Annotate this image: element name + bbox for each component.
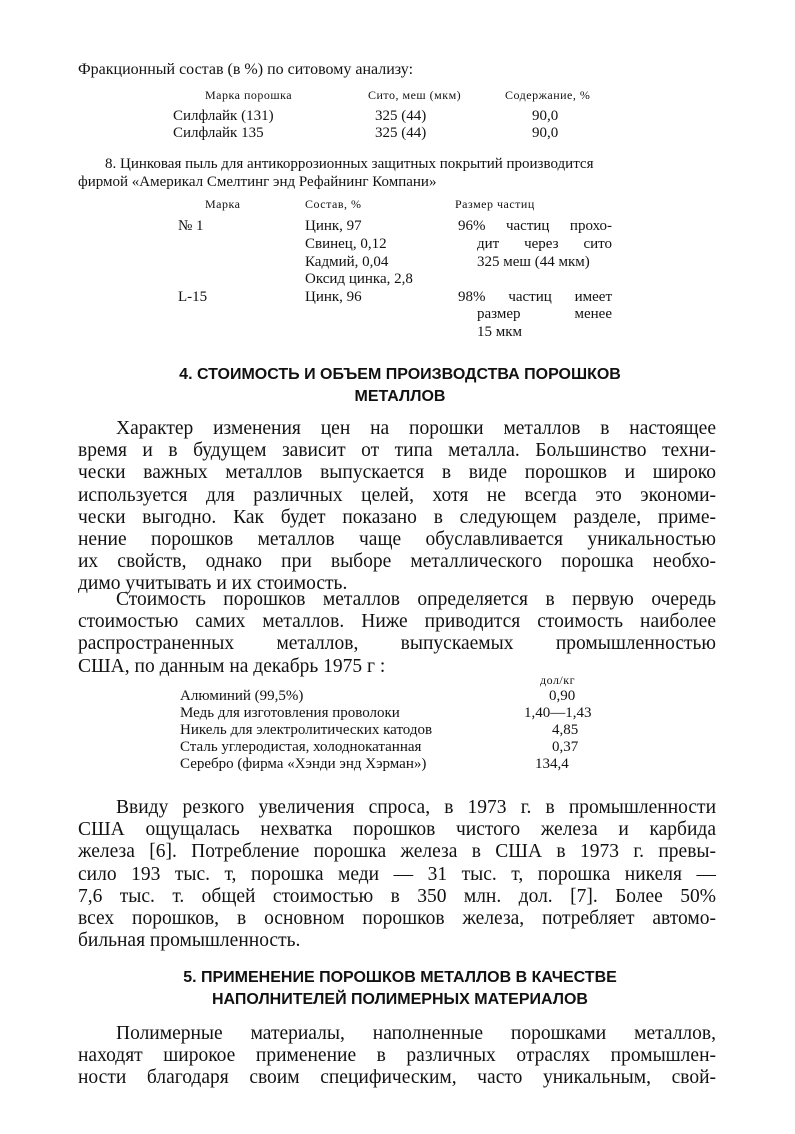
zinc-row-2-mark: L-15 (178, 289, 208, 305)
paragraph-line: сило 193 тыс. т, порошка меди — 31 тыс. т, порошка никеля — (78, 863, 716, 885)
zinc-row-2-size-1: 98% частиц имеет (458, 289, 612, 305)
zinc-row-2-size-3: 15 мкм (477, 324, 523, 340)
zinc-intro-line-1: 8. Цинковая пыль для антикоррозионных защитных покрытий производится (105, 156, 594, 172)
zinc-row-1-size-3: 325 меш (44 мкм) (477, 254, 590, 270)
paragraph-line: распространенных металлов, выпускаемых промышленностью (78, 633, 716, 655)
price-item-value: 0,90 (549, 688, 576, 704)
fraction-header-mark: Марка порошка (205, 88, 293, 102)
zinc-row-1-comp-4: Оксид цинка, 2,8 (305, 271, 413, 287)
section-4-heading-line-2: МЕТАЛЛОВ (354, 388, 446, 405)
fraction-row-2-mark: Силфлайк 135 (173, 125, 264, 141)
paragraph-line: Стоимость порошков металлов определяется в первую очередь (116, 589, 716, 610)
section-5-heading (90, 967, 710, 1011)
paragraph-line: нение порошков металлов чаще обуславливается уникальностью (78, 528, 716, 550)
price-item-value: 134,4 (535, 756, 569, 772)
section-4-paragraph-2 (78, 589, 716, 678)
zinc-row-1-mark: № 1 (178, 218, 204, 234)
paragraph-line: 7,6 тыс. т. общей стоимостью в 350 млн. дол. [7]. Более 50% (78, 885, 716, 907)
zinc-intro-line-2: фирмой «Америкал Смелтинг энд Рефайнинг Компани» (78, 174, 437, 190)
paragraph-line: США, по данным на декабрь 1975 г : (78, 655, 386, 677)
fraction-table-intro: Фракционный состав (в %) по ситовому анализу: (78, 61, 414, 78)
zinc-row-2-comp-1: Цинк, 96 (305, 289, 362, 305)
paragraph-line: чески важных металлов выпускается в виде порошков и широко (78, 462, 716, 484)
price-item-name: Серебро (фирма «Хэнди энд Хэрман») (180, 756, 427, 772)
section-5-heading-line-1: 5. ПРИМЕНЕНИЕ ПОРОШКОВ МЕТАЛЛОВ В КАЧЕСТВЕ (183, 969, 617, 986)
paragraph-line: ности благодаря своим специфическим, часто уникальным, свой- (78, 1067, 716, 1089)
paragraph-line: используется для различных целей, хотя не всегда это экономи- (78, 484, 716, 506)
price-item-value: 4,85 (552, 722, 579, 738)
paragraph-line: димо учитывать и их стоимость. (78, 573, 348, 595)
zinc-row-1-size-1: 96% частиц прохо- (458, 218, 612, 234)
paragraph-line: чески выгодно. Как будет показано в следующем разделе, приме- (78, 506, 716, 528)
paragraph-line: бильная промышленность. (78, 930, 301, 952)
paragraph-line: железа [6]. Потребление порошка железа в США в 1973 г. превы- (78, 841, 716, 863)
fraction-row-1-mark: Силфлайк (131) (173, 108, 274, 124)
fraction-row-2-content: 90,0 (532, 125, 559, 141)
section-4-paragraph-1 (78, 418, 716, 596)
section-5-paragraph-1 (78, 1023, 716, 1090)
fraction-header-content: Содержание, % (505, 88, 591, 102)
fraction-row-1-content: 90,0 (532, 108, 559, 124)
paragraph-line: находят широкое применение в различных отраслях промышлен- (78, 1045, 716, 1067)
price-item-name: Сталь углеродистая, холоднокатанная (180, 739, 422, 755)
paragraph-line: Полимерные материалы, наполненные порошками металлов, (116, 1023, 716, 1044)
paragraph-line: Ввиду резкого увеличения спроса, в 1973 г. в промышленности (116, 797, 716, 818)
paragraph-line: США ощущалась нехватка порошков чистого железа и карбида (78, 819, 716, 841)
zinc-header-mark: Марка (205, 197, 241, 211)
zinc-header-composition: Состав, % (305, 197, 362, 211)
zinc-row-1-comp-2: Свинец, 0,12 (305, 236, 387, 252)
zinc-row-1-size-2: дит через сито (477, 236, 612, 252)
section-4-heading-line-1: 4. СТОИМОСТЬ И ОБЪЕМ ПРОИЗВОДСТВА ПОРОШКОВ (179, 366, 621, 383)
price-item-name: Медь для изготовления проволоки (180, 705, 400, 721)
paragraph-line: время и в будущем зависит от типа металла. Большинство техни- (78, 440, 716, 462)
fraction-row-1-sieve: 325 (44) (375, 108, 427, 124)
fraction-header-sieve: Сито, меш (мкм) (368, 88, 462, 102)
section-4-heading (90, 364, 710, 408)
zinc-header-size: Размер частиц (455, 197, 535, 211)
paragraph-line: всех порошков, в основном порошков железа, потребляет автомо- (78, 907, 716, 929)
paragraph-line: стоимостью самих металлов. Ниже приводится стоимость наиболее (78, 611, 716, 633)
paragraph-line: Характер изменения цен на порошки металлов в настоящее (116, 418, 716, 439)
price-item-name: Алюминий (99,5%) (180, 688, 304, 704)
price-item-value: 1,40—1,43 (524, 705, 592, 721)
price-item-name: Никель для электролитических катодов (180, 722, 433, 738)
fraction-row-2-sieve: 325 (44) (375, 125, 427, 141)
zinc-row-1-comp-1: Цинк, 97 (305, 218, 362, 234)
paragraph-line: их свойств, однако при выборе металлического порошка необхо- (78, 551, 716, 573)
price-item-value: 0,37 (552, 739, 579, 755)
section-4-paragraph-3 (78, 797, 716, 952)
zinc-row-1-comp-3: Кадмий, 0,04 (305, 254, 389, 270)
price-unit: дол/кг (540, 673, 576, 687)
section-5-heading-line-2: НАПОЛНИТЕЛЕЙ ПОЛИМЕРНЫХ МАТЕРИАЛОВ (212, 991, 588, 1008)
zinc-row-2-size-2: размер менее (477, 306, 612, 322)
